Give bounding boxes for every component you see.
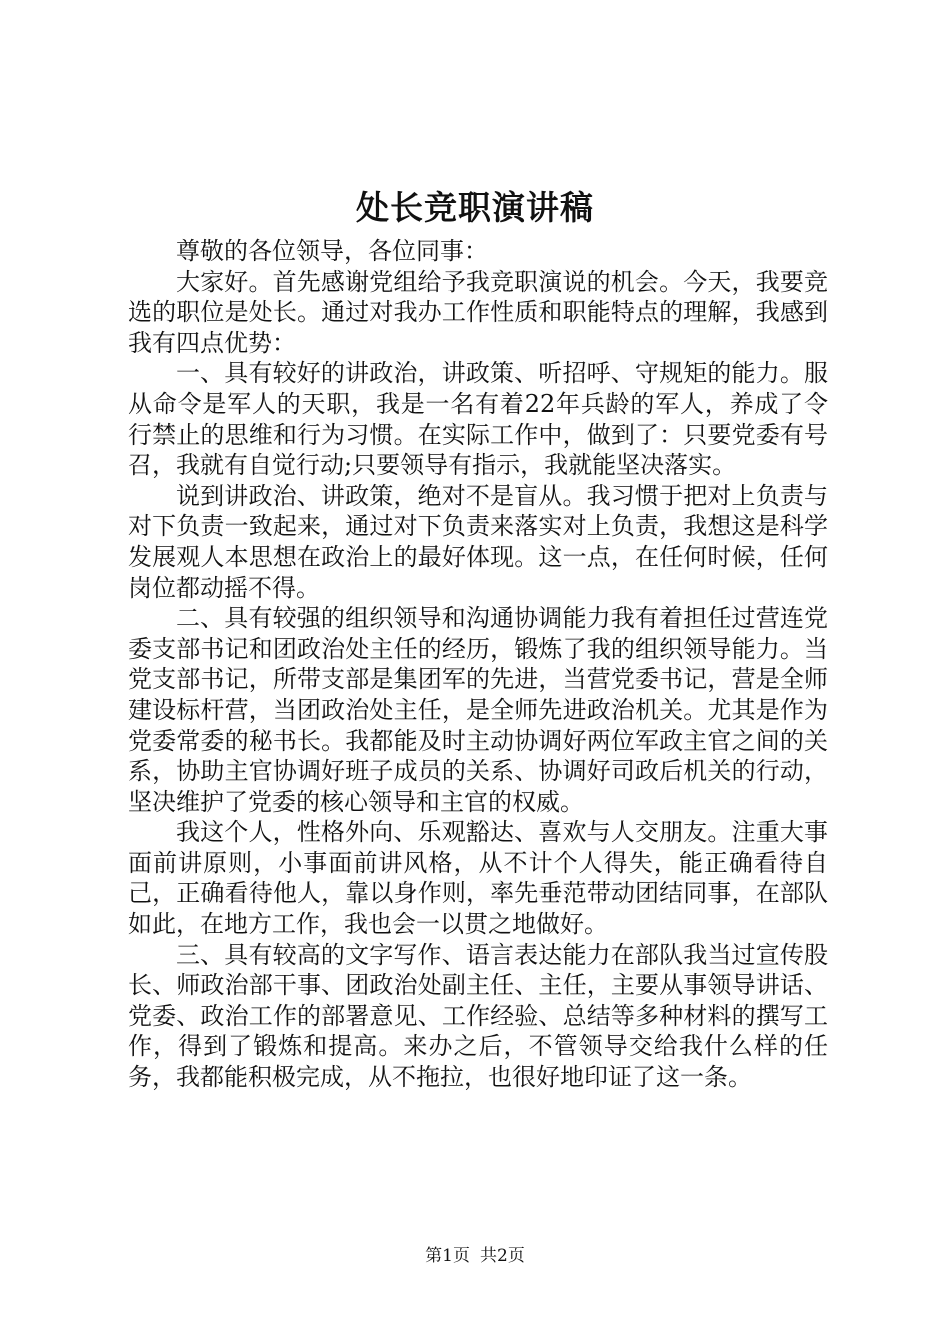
paragraph-point-three: 三、具有较高的文字写作、语言表达能力在部队我当过宣传股长、师政治部干事、团政治处副主任、主任，主要从事领导讲话、党委、政治工作的部署意见、工作经验、总结等多种材料的撰写工作，得到了锻炼和提高。来办之后，不管领导交给我什么样的任务，我都能积极完成，从不拖拉，也很好地印证了这一条。 <box>128 940 828 1092</box>
paragraph-point-one-detail: 说到讲政治、讲政策，绝对不是盲从。我习惯于把对上负责与对下负责一致起来，通过对下负责来落实对上负责，我想这是科学发展观人本思想在政治上的最好体现。这一点，在任何时候，任何岗位都动摇不得。 <box>128 481 828 602</box>
paragraph-salutation: 尊敬的各位领导，各位同事： <box>176 237 488 265</box>
page-number-current: 第1页 <box>425 1246 470 1266</box>
document-title: 处长竞职演讲稿 <box>356 188 594 227</box>
page-number-total: 共2页 <box>480 1246 525 1266</box>
paragraph-personality: 我这个人，性格外向、乐观豁达、喜欢与人交朋友。注重大事面前讲原则，小事面前讲风格，从不计个人得失，能正确看待自己，正确看待他人，靠以身作则，率先垂范带动团结同事，在部队如此，在地方工作，我也会一以贯之地做好。 <box>128 818 828 939</box>
paragraph-greeting: 大家好。首先感谢党组给予我竞职演说的机会。今天，我要竞选的职位是处长。通过对我办工作性质和职能特点的理解，我感到我有四点优势： <box>128 267 828 357</box>
paragraph-point-one: 一、具有较好的讲政治，讲政策、听招呼、守规矩的能力。服从命令是军人的天职，我是一名有着22年兵龄的军人，养成了令行禁止的思维和行为习惯。在实际工作中，做到了：只要党委有号召，我就有自觉行动;只要领导有指示，我就能坚决落实。 <box>128 359 828 480</box>
page-footer <box>0 1244 950 1268</box>
document-body <box>128 236 828 1093</box>
paragraph-point-two: 二、具有较强的组织领导和沟通协调能力我有着担任过营连党委支部书记和团政治处主任的经历，锻炼了我的组织领导能力。当党支部书记，所带支部是集团军的先进，当营党委书记，营是全师建设标杆营，当团政治处主任，是全师先进政治机关。尤其是作为党委常委的秘书长。我都能及时主动协调好两位军政主官之间的关系，协助主官协调好班子成员的关系、协调好司政后机关的行动，坚决维护了党委的核心领导和主官的权威。 <box>128 604 828 816</box>
